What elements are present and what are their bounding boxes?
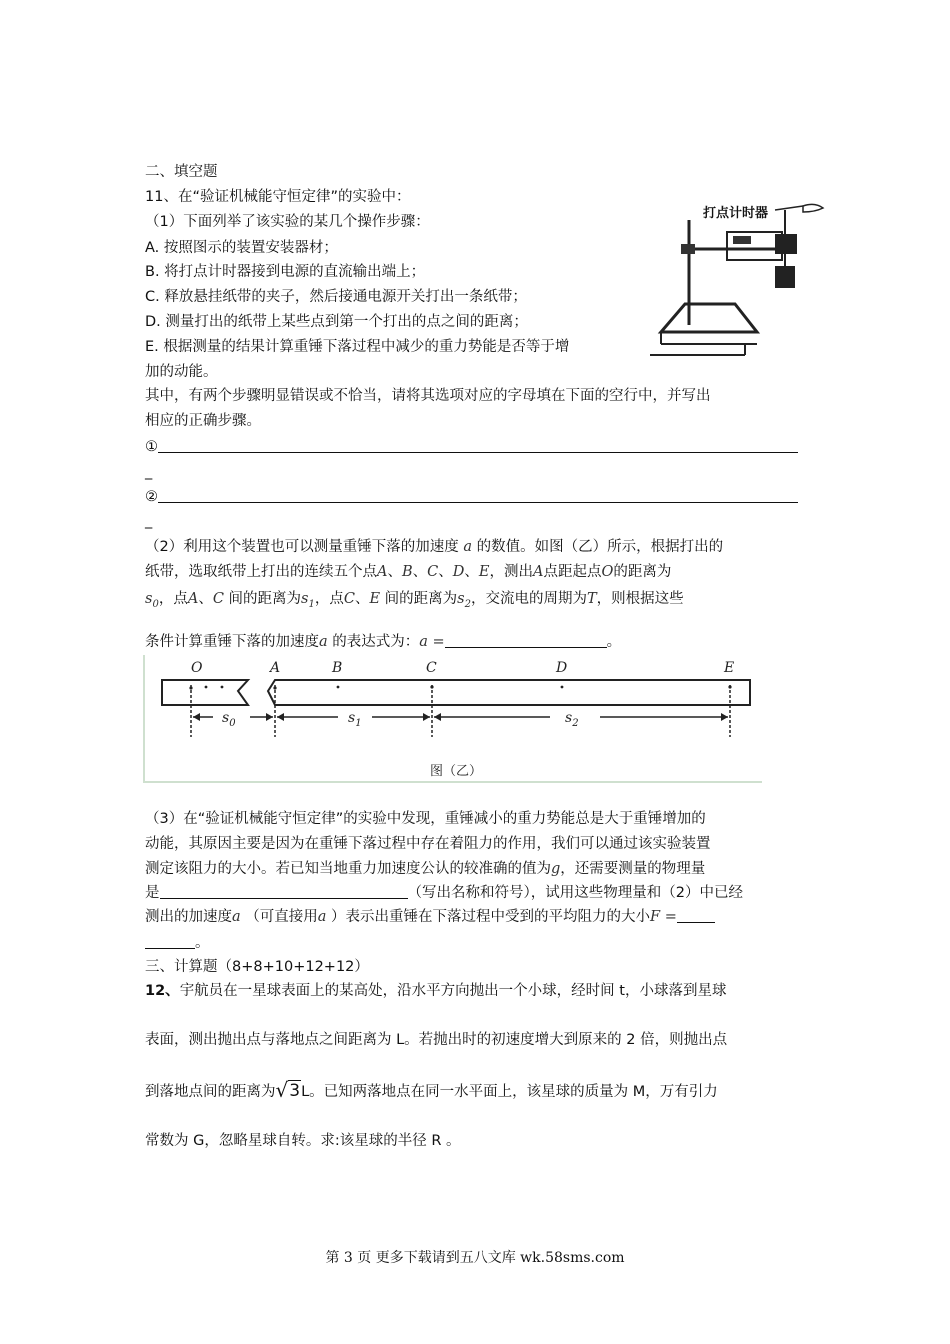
answer-blank-2-tail: _ <box>145 513 153 529</box>
part-2-line-2: 纸带，选取纸带上打出的连续五个点A、B、C、D、E，测出A点距起点O的距离为 <box>145 564 672 580</box>
q12-line-1: 12、宇航员在一星球表面上的某高处，沿水平方向抛出一个小球，经时间 t，小球落到星球 <box>145 983 727 999</box>
point-label-b: B <box>332 660 343 676</box>
answer-line-2[interactable] <box>158 488 798 503</box>
acceleration-blank[interactable] <box>445 633 607 648</box>
segment-label-s1: $s_1$ <box>348 710 362 729</box>
q12-line-2: 表面，测出抛出点与落地点之间距离为 L。若抛出时的初速度增大到原来的 2 倍，则抛出点 <box>145 1032 728 1048</box>
section-3-title: 三、计算题（8+8+10+12+12） <box>145 959 369 975</box>
point-label-c: C <box>426 660 437 676</box>
section-2-title: 二、填空题 <box>145 164 218 180</box>
step-e-continued: 加的动能。 <box>145 364 218 380</box>
part-3-line-4: 是 （写出名称和符号），试用这些物理量和（2）中已经 <box>145 885 743 901</box>
instruction-line-1: 其中，有两个步骤明显错误或不恰当，请将其选项对应的字母填在下面的空行中，并写出 <box>145 388 711 404</box>
answer-line-1[interactable] <box>158 438 798 453</box>
step-c: C. 释放悬挂纸带的夹子，然后接通电源开关打出一条纸带； <box>145 289 527 305</box>
part-1-intro: （1）下面列举了该实验的某几个操作步骤： <box>145 214 430 230</box>
figure-caption: 图（乙） <box>430 764 483 779</box>
part-2-line-3: $s_0$，点A、C 间的距离为$s_1$，点C、E 间的距离为$s_2$，交流电的周期为T，则根据这些 <box>145 591 684 610</box>
quantity-blank[interactable] <box>160 884 408 899</box>
instruction-line-2: 相应的正确步骤。 <box>145 413 261 429</box>
segment-label-s0: $s_0$ <box>222 710 236 729</box>
tape-figure <box>150 655 760 781</box>
part-3-line-3: 测定该阻力的大小。若已知当地重力加速度公认的较准确的值为g，还需要测量的物理量 <box>145 861 706 877</box>
step-b: B. 将打点计时器接到电源的直流输出端上； <box>145 264 426 280</box>
footer: 第 3 页 更多下载请到五八文库 wk.58sms.com <box>325 1250 625 1266</box>
answer-blank-2: ② <box>145 487 798 507</box>
part-2-line-1: （2）利用这个装置也可以测量重锤下落的加速度 a 的数值。如图（乙）所示，根据打出的 <box>145 539 724 555</box>
point-label-d: D <box>556 660 568 676</box>
segment-label-s2: $s_2$ <box>565 710 579 729</box>
part-3-line-2: 动能，其原因主要是因为在重锤下落过程中存在着阻力的作用，我们可以通过该实验装置 <box>145 836 711 852</box>
step-a: A. 按照图示的装置安装器材； <box>145 240 338 256</box>
part-2-line-4: 条件计算重锤下落的加速度a 的表达式为：a = 。 <box>145 634 622 650</box>
step-d: D. 测量打出的纸带上某些点到第一个打出的点之间的距离； <box>145 314 528 330</box>
sqrt-symbol: √ <box>275 1078 289 1102</box>
point-label-o: O <box>191 660 203 676</box>
part-3-line-1: （3）在“验证机械能守恒定律”的实验中发现，重锤减小的重力势能总是大于重锤增加的 <box>145 811 706 827</box>
answer-blank-1-tail: _ <box>145 464 153 480</box>
force-blank-continued[interactable] <box>145 934 195 949</box>
answer-blank-1: ① <box>145 437 798 457</box>
part-3-line-6: 。 <box>145 933 210 953</box>
q12-line-3: 到落地点间的距离为√3L。已知两落地点在同一水平面上，该星球的质量为 M，万有引力 <box>145 1078 718 1102</box>
question-11-title: 11、在“验证机械能守恒定律”的实验中： <box>145 189 411 205</box>
part-3-line-5: 测出的加速度a （可直接用a ）表示出重锤在下落过程中受到的平均阻力的大小F = <box>145 907 715 927</box>
q12-line-4: 常数为 G，忽略星球自转。求:该星球的半径 R 。 <box>145 1133 461 1149</box>
apparatus-figure <box>645 192 825 360</box>
apparatus-label: 打点计时器 <box>703 206 769 221</box>
point-label-e: E <box>724 660 735 676</box>
step-e: E. 根据测量的结果计算重锤下落过程中减少的重力势能是否等于增 <box>145 339 570 355</box>
force-blank[interactable] <box>677 908 715 923</box>
point-label-a: A <box>270 660 281 676</box>
